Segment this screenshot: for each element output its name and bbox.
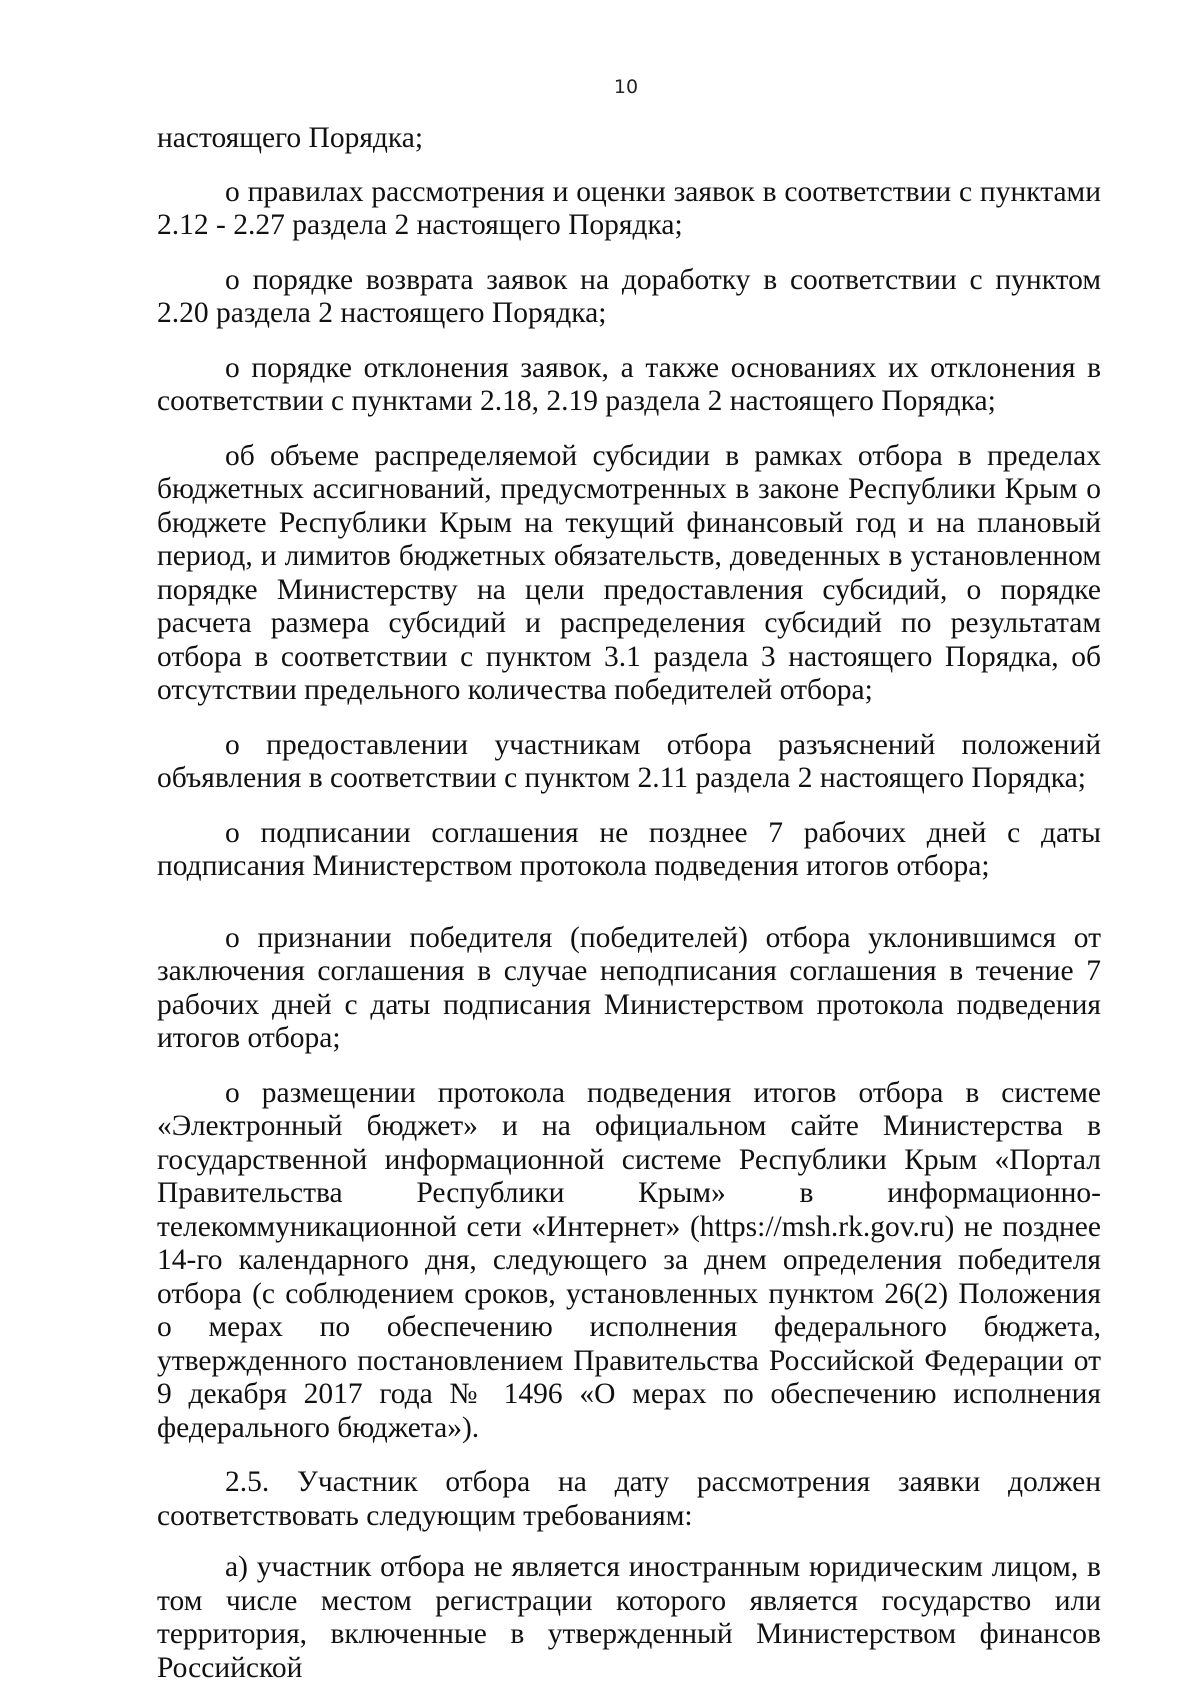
paragraph-clarifications: о предоставлении участникам отбора разъяснений положений объявления в соответствии с пунктом 2.11 раздела 2 настоящего Порядка; [157, 728, 1101, 794]
paragraph-subsidy-volume: об объеме распределяемой субсидии в рамках отбора в пределах бюджетных ассигнований, предусмотренных в законе Республики Крым о бюджете Республики Крым на текущий финансовый год и на плановый период, и лимитов бюджетных обязательств, доведенных в установленном порядке Министерству на цели предоставления субсидий, о порядке расчета размера субсидий и распределения субсидий по результатам отбора в соответствии с пунктом 3.1 раздела 3 настоящего Порядка, об отсутствии предельного количества победителей отбора; [157, 439, 1101, 706]
paragraph-rejection-procedure: о порядке отклонения заявок, а также основаниях их отклонения в соответствии с пунктами 2.18, 2.19 раздела 2 настоящего Порядка; [157, 351, 1101, 417]
page-number: 10 [613, 76, 639, 98]
paragraph-winner-evasion: о признании победителя (победителей) отбора уклонившимся от заключения соглашения в случае неподписания соглашения в течение 7 рабочих дней с даты подписания Министерством протокола подведения итогов отбора; [157, 921, 1101, 1054]
paragraph-return-procedure: о порядке возврата заявок на доработку в соответствии с пунктом 2.20 раздела 2 настоящего Порядка; [157, 263, 1101, 329]
paragraph-continuation: настоящего Порядка; [157, 122, 424, 154]
paragraph-section-2-5: 2.5. Участник отбора на дату рассмотрения заявки должен соответствовать следующим требованиям: [157, 1466, 1101, 1532]
document-body [157, 122, 1101, 1706]
paragraph-protocol-publication: о размещении протокола подведения итогов отбора в системе «Электронный бюджет» и на официальном сайте Министерства в государственной информационной системе Республики Крым «Портал Правительства Республики Крым» в информационно-телекоммуникационной сети «Интернет» (https://msh.rk.gov.ru) не позднее 14-го календарного дня, следующего за днем определения победителя отбора (с соблюдением сроков, установленных пунктом 26(2) Положения о мерах по обеспечению исполнения федерального бюджета, утвержденного постановлением Правительства Российской Федерации от 9 декабря 2017 года № 1496 «О мерах по обеспечению исполнения федерального бюджета»). [157, 1076, 1101, 1444]
paragraph-agreement-signing: о подписании соглашения не позднее 7 рабочих дней с даты подписания Министерством протокола подведения итогов отбора; [157, 816, 1101, 882]
paragraph-item-a: а) участник отбора не является иностранным юридическим лицом, в том числе местом регистрации которого является государство или территория, включенные в утвержденный Министерством финансов Российской [157, 1551, 1101, 1684]
paragraph-review-rules: о правилах рассмотрения и оценки заявок в соответствии с пунктами 2.12 - 2.27 раздела 2 настоящего Порядка; [157, 175, 1101, 241]
